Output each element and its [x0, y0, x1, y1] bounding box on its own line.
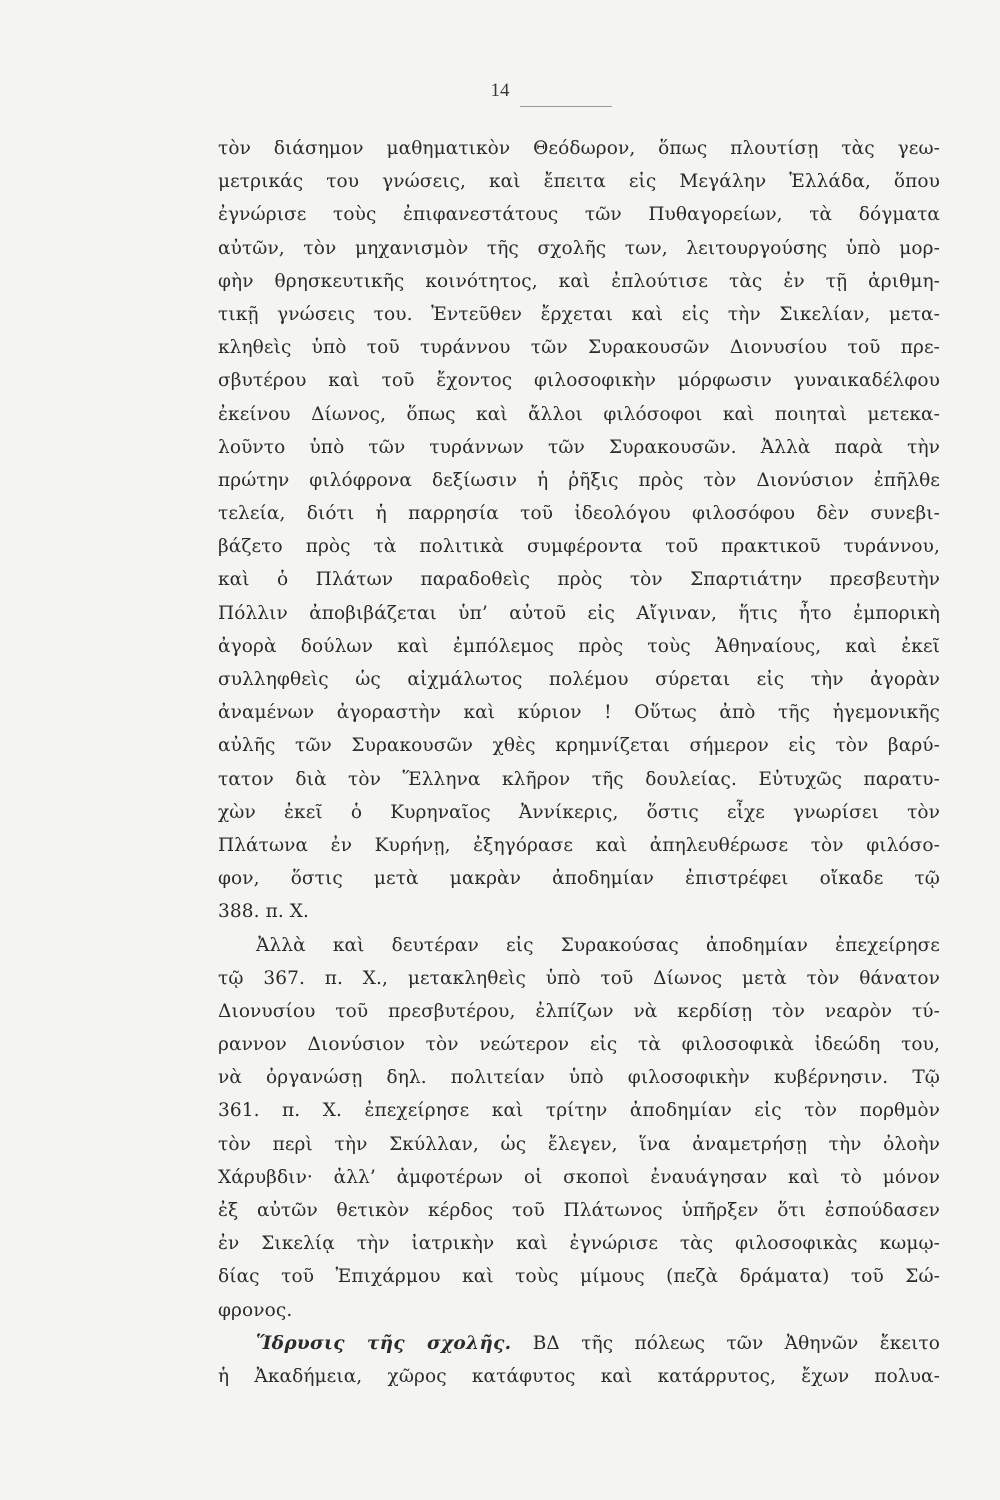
text-line: Πόλλιν ἀποβιβάζεται ὑπ’ αὐτοῦ εἰς Αἴγιναν, ἥτις ἦτο ἐμπορικὴ [218, 602, 940, 624]
text-line: τῷ 367. π. Χ., μετακληθεὶς ὑπὸ τοῦ Δίωνος μετὰ τὸν θάνατον [218, 967, 940, 989]
section-heading-line [218, 1327, 940, 1360]
text-line: τελεία, διότι ἡ παρρησία τοῦ ἰδεολόγου φιλοσόφου δὲν συνεβι- [218, 503, 940, 525]
text-line: Πλάτωνα ἐν Κυρήνῃ, ἐξηγόρασε καὶ ἀπηλευθέρωσε τὸν φιλόσο- [218, 834, 940, 856]
text-line: τὸν διάσημον μαθηματικὸν Θεόδωρον, ὅπως πλουτίσῃ τὰς γεω- [218, 138, 940, 159]
text-line: φὴν θρησκευτικῆς κοινότητος, καὶ ἐπλούτισε τὰς ἐν τῇ ἀριθμη- [218, 270, 940, 292]
page-number: 14 [490, 80, 510, 101]
text-line: πρώτην φιλόφρονα δεξίωσιν ἡ ῥῆξις πρὸς τὸν Διονύσιον ἐπῆλθε [218, 469, 940, 491]
text-line: αὐλῆς τῶν Συρακουσῶν χθὲς κρημνίζεται σήμερον εἰς τὸν βαρύ- [218, 735, 940, 757]
text-line: ἀναμένων ἀγοραστὴν καὶ κύριον ! Οὕτως ἀπὸ τῆς ἡγεμονικῆς [218, 702, 940, 724]
text-line: μετρικάς του γνώσεις, καὶ ἔπειτα εἰς Μεγάλην Ἑλλάδα, ὅπου [218, 171, 940, 193]
text-line: σβυτέρου καὶ τοῦ ἔχοντος φιλοσοφικὴν μόρφωσιν γυναικαδέλφου [218, 370, 940, 392]
section-heading-rest: ΒΔ τῆς πόλεως τῶν Ἀθηνῶν ἔκειτο [532, 1332, 940, 1354]
text-line: 388. π. Χ. [218, 901, 310, 923]
text-line: τατον διὰ τὸν Ἕλληνα κλῆρον τῆς δουλείας. Εὐτυχῶς παρατυ- [218, 768, 940, 790]
text-line: καὶ ὁ Πλάτων παραδοθεὶς πρὸς τὸν Σπαρτιάτην πρεσβευτὴν [218, 569, 940, 591]
page-number-rule [520, 106, 612, 107]
text-line: τὸν περὶ τὴν Σκύλλαν, ὡς ἔλεγεν, ἵνα ἀναμετρήσῃ τὴν ὀλοὴν [218, 1133, 940, 1155]
text-line: χὼν ἐκεῖ ὁ Κυρηναῖος Ἀννίκερις, ὅστις εἶχε γνωρίσει τὸν [218, 801, 940, 823]
text-line: ἐκείνου Δίωνος, ὅπως καὶ ἄλλοι φιλόσοφοι καὶ ποιηταὶ μετεκα- [218, 403, 940, 425]
text-line: κληθεὶς ὑπὸ τοῦ τυράννου τῶν Συρακουσῶν Διονυσίου τοῦ πρε- [218, 337, 940, 359]
text-line: Χάρυβδιν· ἀλλ’ ἀμφοτέρων οἱ σκοποὶ ἐναυάγησαν καὶ τὸ μόνον [218, 1166, 940, 1188]
text-line: φον, ὅστις μετὰ μακρὰν ἀποδημίαν ἐπιστρέφει οἴκαδε τῷ [218, 868, 940, 890]
text-line: Διονυσίου τοῦ πρεσβυτέρου, ἐλπίζων νὰ κερδίσῃ τὸν νεαρὸν τύ- [218, 1000, 940, 1022]
text-line: ἐξ αὐτῶν θετικὸν κέρδος τοῦ Πλάτωνος ὑπῆρξεν ὅτι ἐσπούδασεν [218, 1200, 940, 1221]
body-text [218, 132, 940, 1393]
text-line: φρονος. [218, 1299, 293, 1321]
text-line: συλληφθεὶς ὡς αἰχμάλωτος πολέμου σύρεται εἰς τὴν ἀγορὰν [218, 669, 940, 690]
text-line: αὐτῶν, τὸν μηχανισμὸν τῆς σχολῆς των, λειτουργούσης ὑπὸ μορ- [218, 237, 940, 259]
text-line: ἐγνώρισε τοὺς ἐπιφανεστάτους τῶν Πυθαγορείων, τὰ δόγματα [218, 204, 940, 226]
text-line: τικῇ γνώσεις του. Ἐντεῦθεν ἔρχεται καὶ εἰς τὴν Σικελίαν, μετα- [218, 303, 940, 325]
text-line: ἐν Σικελίᾳ τὴν ἰατρικὴν καὶ ἐγνώρισε τὰς φιλοσοφικὰς κωμῳ- [218, 1233, 940, 1255]
text-line: δίας τοῦ Ἐπιχάρμου καὶ τοὺς μίμους (πεζὰ δράματα) τοῦ Σώ- [218, 1266, 940, 1288]
text-line: ἀγορὰ δούλων καὶ ἐμπόλεμος πρὸς τοὺς Ἀθηναίους, καὶ ἐκεῖ [218, 635, 940, 657]
section-heading: Ἵδρυσις τῆς σχολῆς. [256, 1332, 512, 1354]
text-line: 361. π. Χ. ἐπεχείρησε καὶ τρίτην ἀποδημίαν εἰς τὸν πορθμὸν [218, 1100, 940, 1122]
text-line: λοῦντο ὑπὸ τῶν τυράννων τῶν Συρακουσῶν. Ἀλλὰ παρὰ τὴν [218, 436, 940, 458]
text-line: νὰ ὀργανώσῃ δηλ. πολιτείαν ὑπὸ φιλοσοφικὴν κυβέρνησιν. Τῷ [218, 1067, 940, 1089]
text-line: ραννον Διονύσιον τὸν νεώτερον εἰς τὰ φιλοσοφικὰ ἰδεώδη του, [218, 1034, 940, 1056]
text-line: ἡ Ἀκαδήμεια, χῶρος κατάφυτος καὶ κατάρρυτος, ἔχων πολυα- [218, 1365, 940, 1387]
text-line: Ἀλλὰ καὶ δευτέραν εἰς Συρακούσας ἀποδημίαν ἐπεχείρησε [256, 934, 940, 956]
text-line: βάζετο πρὸς τὰ πολιτικὰ συμφέροντα τοῦ πρακτικοῦ τυράννου, [218, 536, 940, 558]
